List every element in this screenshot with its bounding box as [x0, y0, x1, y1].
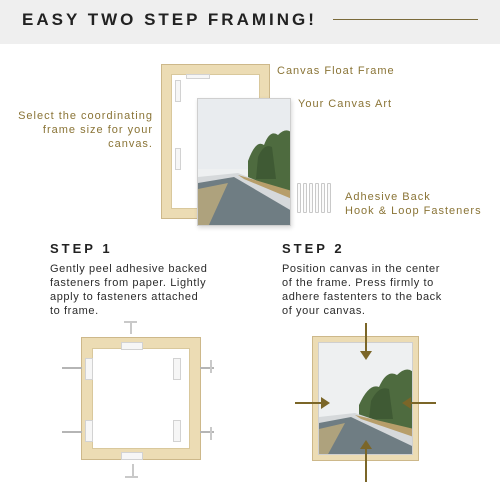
frame-fastener-strip [175, 80, 181, 102]
fastener-strip [321, 183, 325, 213]
release-tab [210, 360, 212, 373]
step2-text-line-3: adhere fastenters to the back [282, 291, 442, 303]
step1-fastener-right-lower [173, 420, 181, 442]
release-tab [125, 476, 138, 478]
arrow-right-head [321, 397, 330, 409]
step2-text-line-2: of the frame. Press firmly to [282, 277, 434, 289]
frame-fastener-strip [175, 148, 181, 170]
step1-text-line-1: Gently peel adhesive backed [50, 263, 208, 275]
step1-text-line-4: to frame. [50, 305, 99, 317]
instruction-line-3: canvas. [108, 138, 153, 150]
frame-label: Canvas Float Frame [277, 65, 395, 77]
fastener-strip [297, 183, 301, 213]
arrow-left-head [402, 397, 411, 409]
fastener-strip [303, 183, 307, 213]
header-banner [0, 0, 500, 44]
step1-fastener-top [121, 342, 143, 350]
arrow-up-head [360, 440, 372, 449]
instruction-line-2: frame size for your [42, 124, 153, 136]
fastener-strip [309, 183, 313, 213]
step1-fastener-left-upper [85, 358, 93, 380]
step2-title: STEP 2 [282, 241, 345, 256]
step1-fastener-right-upper [173, 358, 181, 380]
landscape-artwork [198, 99, 291, 226]
page-title: EASY TWO STEP FRAMING! [22, 10, 317, 29]
fastener-label-line-1: Adhesive Back [345, 191, 431, 203]
step2-text-line-1: Position canvas in the center [282, 263, 441, 275]
step1-fastener-bottom [121, 452, 143, 460]
fastener-strip [315, 183, 319, 213]
arrow-down-head [360, 351, 372, 360]
release-tab [62, 431, 82, 433]
canvas-art-image [197, 98, 291, 226]
release-tab [62, 367, 82, 369]
frame-fastener-strip [186, 74, 210, 79]
step1-title: STEP 1 [50, 241, 113, 256]
arrow-left [408, 402, 436, 404]
step1-text-line-3: apply to fasteners attached [50, 291, 199, 303]
step1-text-line-2: fasteners from paper. Lightly [50, 277, 207, 289]
fastener-label-line-2: Hook & Loop Fasteners [345, 205, 482, 217]
arrow-up [365, 448, 367, 482]
header-rule [333, 19, 478, 20]
step1-fastener-left-lower [85, 420, 93, 442]
step2-text-line-4: of your canvas. [282, 305, 366, 317]
art-label: Your Canvas Art [298, 98, 393, 110]
fastener-strip [327, 183, 331, 213]
release-tab [124, 321, 137, 323]
instruction-line-1: Select the coordinating [18, 110, 153, 122]
release-tab [210, 427, 212, 440]
